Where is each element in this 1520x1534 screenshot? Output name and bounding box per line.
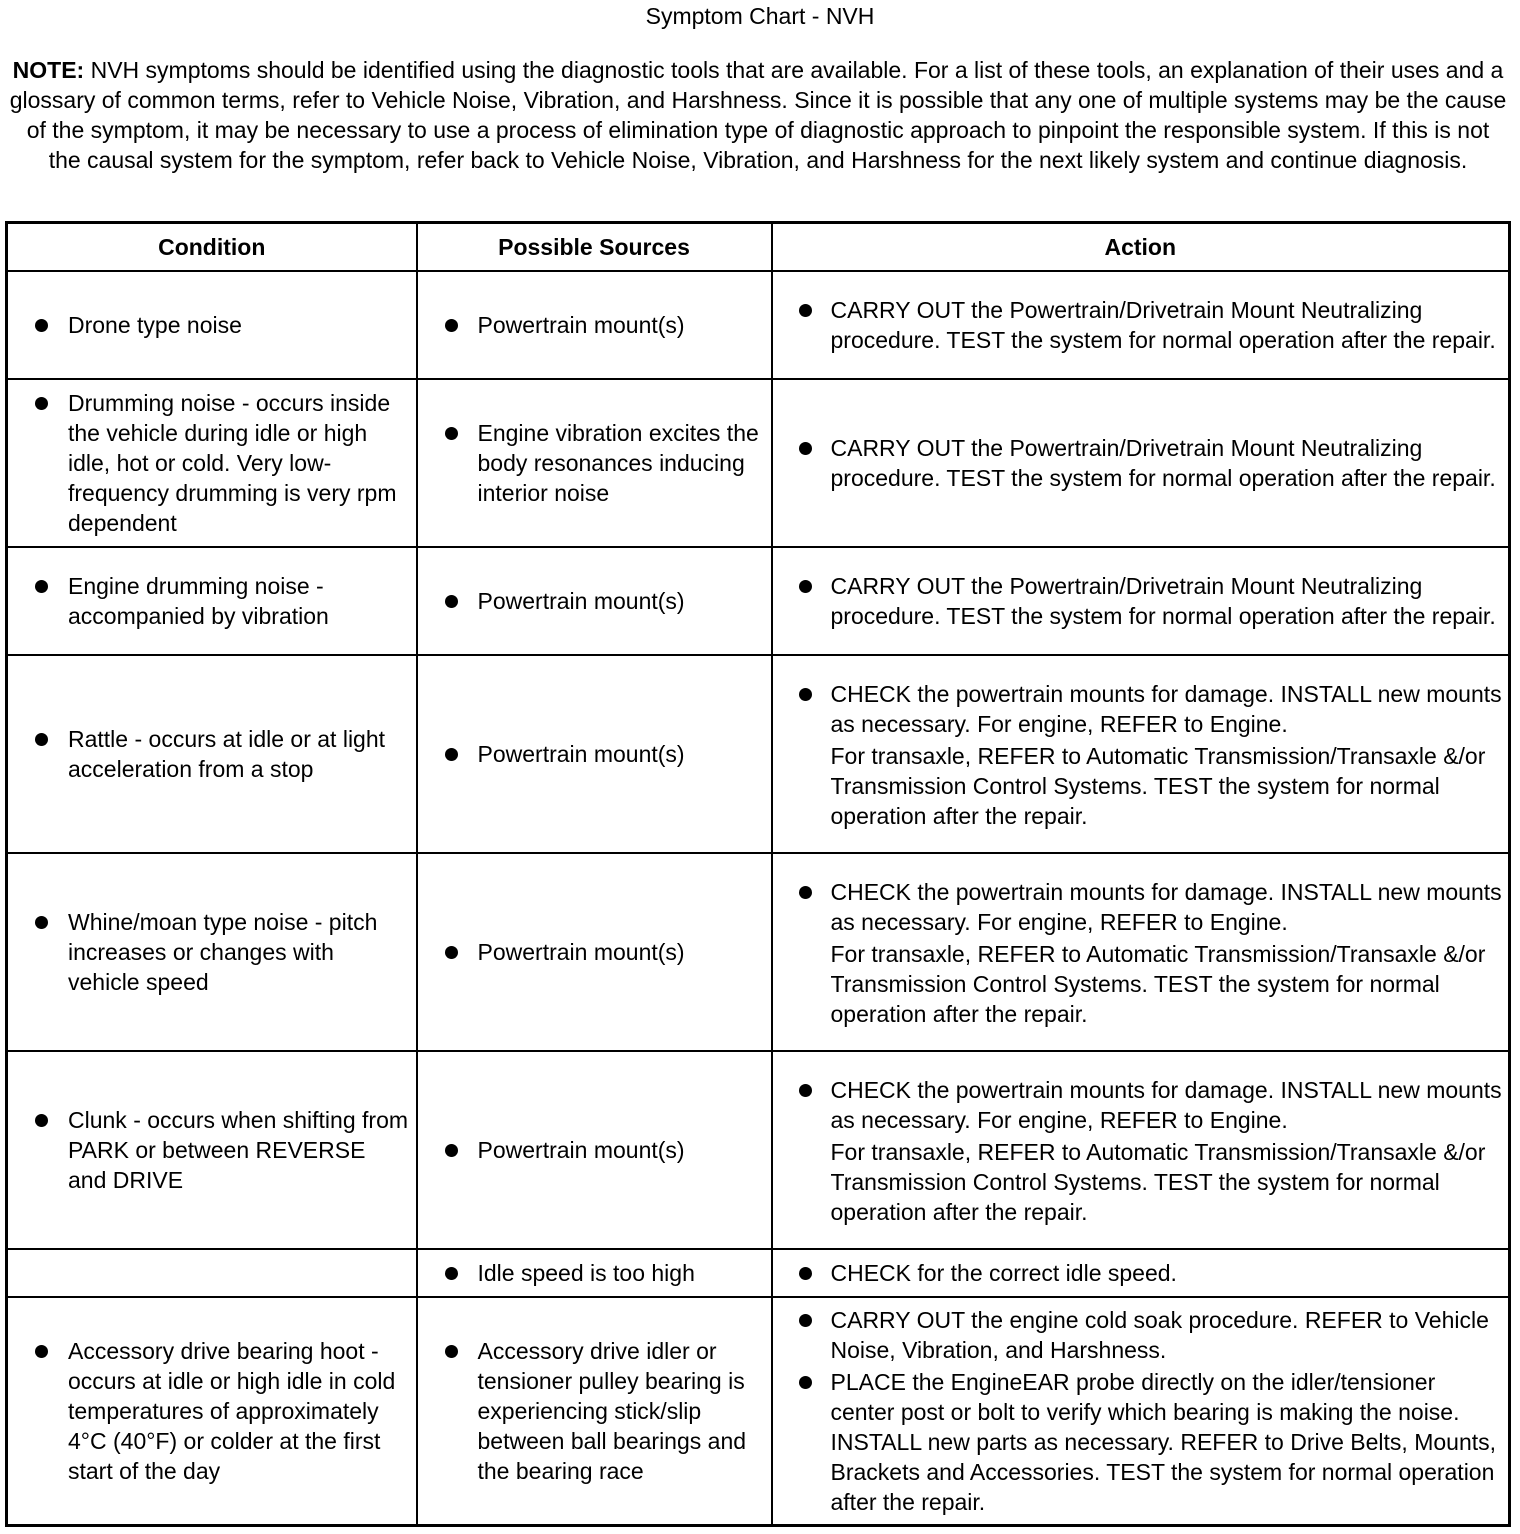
condition-cell	[7, 379, 417, 547]
source-text: Powertrain mount(s)	[418, 310, 765, 340]
table-row	[7, 655, 1510, 853]
source-text: Powertrain mount(s)	[418, 739, 765, 769]
source-text: Accessory drive idler or tensioner pulley bearing is experiencing stick/slip between ball bearings and the bearing race	[418, 1336, 765, 1486]
action-text: CHECK the powertrain mounts for damage. INSTALL new mounts as necessary. For engine, REFER to Engine.	[773, 1075, 1503, 1135]
action-text: CARRY OUT the engine cold soak procedure. REFER to Vehicle Noise, Vibration, and Harshness.	[773, 1305, 1503, 1365]
action-cell	[772, 379, 1510, 547]
note-label: NOTE:	[12, 57, 85, 83]
condition-text: Clunk - occurs when shifting from PARK or between REVERSE and DRIVE	[8, 1105, 410, 1195]
source-cell	[417, 271, 772, 379]
source-cell	[417, 1051, 772, 1249]
table-row	[7, 1297, 1510, 1525]
source-cell	[417, 1249, 772, 1297]
note-paragraph	[8, 55, 1508, 175]
action-text: CARRY OUT the Powertrain/Drivetrain Mount Neutralizing procedure. TEST the system for normal operation after the repair.	[773, 295, 1503, 355]
source-cell	[417, 379, 772, 547]
action-cell	[772, 853, 1510, 1051]
action-cell	[772, 1051, 1510, 1249]
table-header-row	[7, 223, 1510, 272]
source-cell	[417, 853, 772, 1051]
page-title: Symptom Chart - NVH	[645, 3, 875, 29]
table-row	[7, 379, 1510, 547]
source-text: Powertrain mount(s)	[418, 937, 765, 967]
action-continuation: For transaxle, REFER to Automatic Transmission/Transaxle &/or Transmission Control Systems. TEST the system for normal operation after the repair.	[830, 1139, 1486, 1225]
note-text: NVH symptoms should be identified using the diagnostic tools that are available. For a list of these tools, an explanation of their uses and a glossary of common terms, refer to Vehicle Noise, Vibration, and Harshness. Since it is possible that any one of multiple systems may be the cause of the symptom, it may be necessary to use a process of elimination type of diagnostic approach to pinpoint the responsible system. If this is not the causal system for the symptom, refer back to Vehicle Noise, Vibration, and Harshness for the next likely system and continue diagnosis.	[9, 57, 1507, 173]
table-row	[7, 1249, 1510, 1297]
source-cell	[417, 655, 772, 853]
table-row	[7, 271, 1510, 379]
action-cell	[772, 271, 1510, 379]
action-text: CHECK the powertrain mounts for damage. INSTALL new mounts as necessary. For engine, REFER to Engine.	[773, 679, 1503, 739]
header-action: Action	[772, 223, 1510, 272]
condition-cell	[7, 655, 417, 853]
condition-cell	[7, 547, 417, 655]
action-continuation: For transaxle, REFER to Automatic Transmission/Transaxle &/or Transmission Control Systems. TEST the system for normal operation after the repair.	[830, 743, 1486, 829]
action-cell	[772, 1297, 1510, 1525]
action-text: CARRY OUT the Powertrain/Drivetrain Mount Neutralizing procedure. TEST the system for normal operation after the repair.	[773, 433, 1503, 493]
table-row	[7, 1051, 1510, 1249]
action-cell	[772, 655, 1510, 853]
condition-text: Drone type noise	[8, 310, 410, 340]
source-text: Powertrain mount(s)	[418, 1135, 765, 1165]
header-possible-sources: Possible Sources	[417, 223, 772, 272]
action-text: CHECK the powertrain mounts for damage. INSTALL new mounts as necessary. For engine, REFER to Engine.	[773, 877, 1503, 937]
action-cell	[772, 547, 1510, 655]
action-text: CHECK for the correct idle speed.	[773, 1258, 1503, 1288]
condition-text: Whine/moan type noise - pitch increases or changes with vehicle speed	[8, 907, 410, 997]
source-cell	[417, 547, 772, 655]
action-text: CARRY OUT the Powertrain/Drivetrain Mount Neutralizing procedure. TEST the system for normal operation after the repair.	[773, 571, 1503, 631]
condition-cell	[7, 1297, 417, 1525]
condition-cell	[7, 271, 417, 379]
table-row	[7, 547, 1510, 655]
table-row	[7, 853, 1510, 1051]
condition-cell	[7, 1051, 417, 1249]
source-text: Idle speed is too high	[418, 1258, 765, 1288]
condition-text: Rattle - occurs at idle or at light acceleration from a stop	[8, 724, 410, 784]
action-cell	[772, 1249, 1510, 1297]
condition-text: Engine drumming noise - accompanied by vibration	[8, 571, 410, 631]
source-text: Powertrain mount(s)	[418, 586, 765, 616]
source-cell	[417, 1297, 772, 1525]
action-text: PLACE the EngineEAR probe directly on the idler/tensioner center post or bolt to verify which bearing is making the noise. INSTALL new parts as necessary. REFER to Drive Belts, Mounts, Brackets and Accessories. TEST the system for normal operation after the repair.	[773, 1367, 1503, 1517]
source-text: Engine vibration excites the body resonances inducing interior noise	[418, 418, 765, 508]
condition-text: Drumming noise - occurs inside the vehicle during idle or high idle, hot or cold. Very low-frequency drumming is very rpm dependent	[8, 388, 410, 538]
action-continuation: For transaxle, REFER to Automatic Transmission/Transaxle &/or Transmission Control Systems. TEST the system for normal operation after the repair.	[830, 941, 1486, 1027]
condition-text: Accessory drive bearing hoot - occurs at idle or high idle in cold temperatures of approximately 4°C (40°F) or colder at the first start of the day	[8, 1336, 410, 1486]
symptom-chart-table	[5, 221, 1511, 1527]
condition-cell	[7, 853, 417, 1051]
condition-cell-empty	[7, 1249, 417, 1297]
header-condition: Condition	[7, 223, 417, 272]
